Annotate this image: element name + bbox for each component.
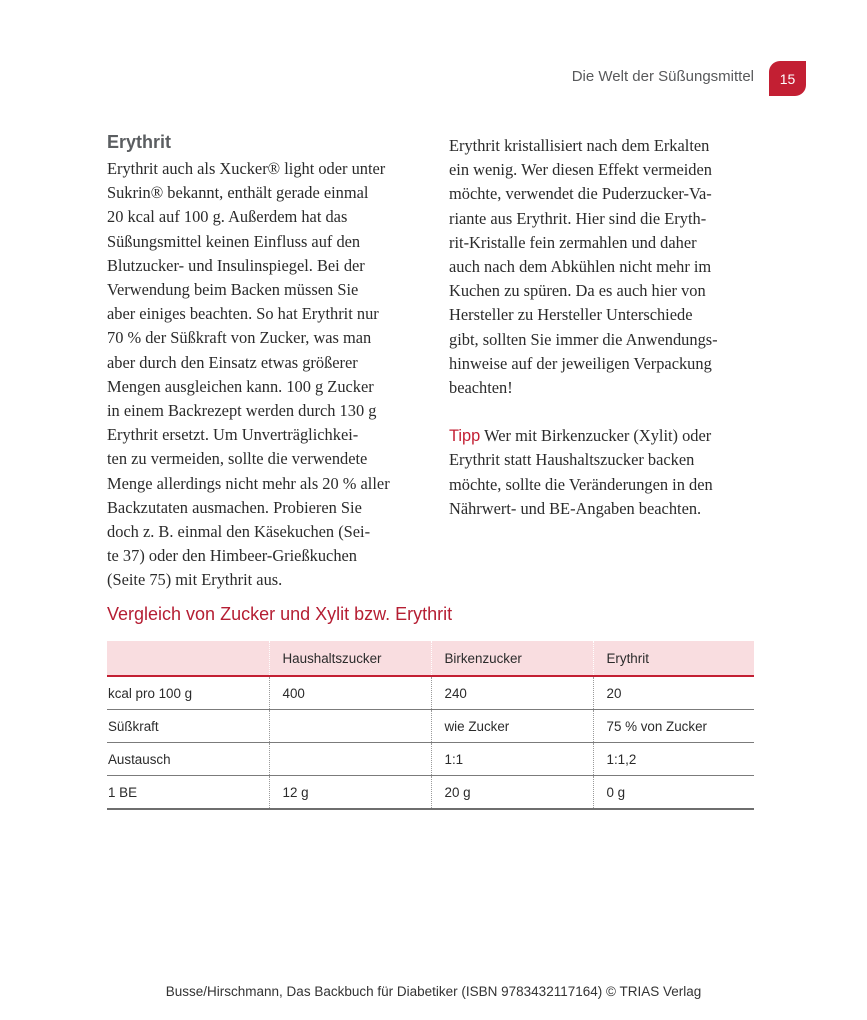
comparison-table	[107, 641, 754, 810]
tip-label: Tipp	[449, 427, 481, 446]
table-cell: 20	[593, 676, 754, 710]
text-line: (Seite 75) mit Erythrit aus.	[107, 570, 283, 590]
text-line: riante aus Erythrit. Hier sind die Eryth-	[449, 208, 707, 228]
text-line: rit-Kristalle fein zermahlen und daher	[449, 232, 697, 252]
table-cell: 20 g	[431, 776, 593, 810]
text-line: Erythrit kristallisiert nach dem Erkalten	[449, 136, 710, 155]
table-cell: wie Zucker	[431, 710, 593, 743]
text-line: ein wenig. Wer diesen Effekt vermeiden	[449, 160, 712, 180]
text-line: Sukrin® bekannt, enthält gerade einmal	[107, 183, 369, 203]
table-cell	[269, 743, 431, 776]
table-cell	[269, 710, 431, 743]
text-line: 70 % der Süßkraft von Zucker, was man	[107, 328, 372, 348]
page-number-badge: 15	[769, 61, 806, 96]
text-line: Nährwert- und BE-Angaben beachten.	[449, 498, 702, 518]
text-line: doch z. B. einmal den Käsekuchen (Sei-	[107, 522, 371, 542]
table-cell: 240	[431, 676, 593, 710]
table-row	[107, 776, 754, 810]
table-cell: 12 g	[269, 776, 431, 810]
text-line	[449, 424, 769, 448]
table-row	[107, 710, 754, 743]
text-line: Hersteller zu Hersteller Unterschiede	[449, 305, 693, 325]
table-header-row	[107, 641, 754, 676]
text-line: Erythrit ersetzt. Um Unverträglichkei-	[107, 425, 359, 445]
table-cell: kcal pro 100 g	[107, 676, 269, 710]
table-cell: 1:1	[431, 743, 593, 776]
table-row	[107, 676, 754, 710]
text-line: beachten!	[449, 378, 513, 398]
text-line: gibt, sollten Sie immer die Anwendungs-	[449, 329, 718, 349]
text-line: te 37) oder den Himbeer-Grießkuchen	[107, 546, 357, 566]
table-cell: 75 % von Zucker	[593, 710, 754, 743]
text-line: Erythrit statt Haushaltszucker backen	[449, 450, 695, 470]
text-line: Kuchen zu spüren. Da es auch hier von	[449, 281, 706, 301]
text-line: Menge allerdings nicht mehr als 20 % aller	[107, 473, 390, 493]
table-cell: 0 g	[593, 776, 754, 810]
text-line: Blutzucker- und Insulinspiegel. Bei der	[107, 255, 365, 275]
table-cell: 1 BE	[107, 776, 269, 810]
text-line: Süßungsmittel keinen Einfluss auf den	[107, 231, 361, 251]
column-header	[107, 641, 269, 676]
tip-first-line: Wer mit Birkenzucker (Xylit) oder	[480, 426, 712, 446]
crystallization-paragraph	[449, 134, 769, 400]
text-line: Erythrit auch als Xucker® light oder unter	[107, 159, 386, 178]
table-cell: Austausch	[107, 743, 269, 776]
table-cell: 400	[269, 676, 431, 710]
left-column	[107, 131, 427, 593]
table-cell: 1:1,2	[593, 743, 754, 776]
text-line: auch nach dem Abkühlen nicht mehr im	[449, 257, 712, 277]
table-title: Vergleich von Zucker und Xylit bzw. Erythrit	[107, 604, 453, 624]
text-line: möchte, verwendet die Puderzucker-Va-	[449, 184, 712, 204]
column-header: Haushaltszucker	[269, 641, 431, 676]
text-line: Backzutaten ausmachen. Probieren Sie	[107, 497, 362, 517]
running-head-title: Die Welt der Süßungsmittel	[571, 68, 754, 85]
column-header: Birkenzucker	[431, 641, 593, 676]
paragraph-gap	[449, 400, 769, 424]
text-line: aber einiges beachten. So hat Erythrit nur	[107, 304, 379, 324]
table-row	[107, 743, 754, 776]
table-cell: Süßkraft	[107, 710, 269, 743]
text-line: ten zu vermeiden, sollte die verwendete	[107, 449, 368, 469]
text-line: Verwendung beim Backen müssen Sie	[107, 280, 359, 300]
text-line: Mengen ausgleichen kann. 100 g Zucker	[107, 376, 374, 396]
text-line: hinweise auf der jeweiligen Verpackung	[449, 353, 712, 373]
text-line: in einem Backrezept werden durch 130 g	[107, 401, 377, 421]
erythrit-paragraph	[107, 157, 427, 593]
text-line: möchte, sollte die Veränderungen in den	[449, 474, 713, 494]
text-line: 20 kcal auf 100 g. Außerdem hat das	[107, 207, 348, 227]
footer-citation: Busse/Hirschmann, Das Backbuch für Diabetiker (ISBN 9783432117164) © TRIAS Verlag	[165, 984, 702, 999]
column-header: Erythrit	[593, 641, 754, 676]
tip-paragraph	[449, 424, 769, 521]
text-line: aber durch den Einsatz etwas größerer	[107, 352, 358, 372]
section-heading-erythrit: Erythrit	[107, 132, 172, 152]
right-column	[449, 134, 769, 521]
